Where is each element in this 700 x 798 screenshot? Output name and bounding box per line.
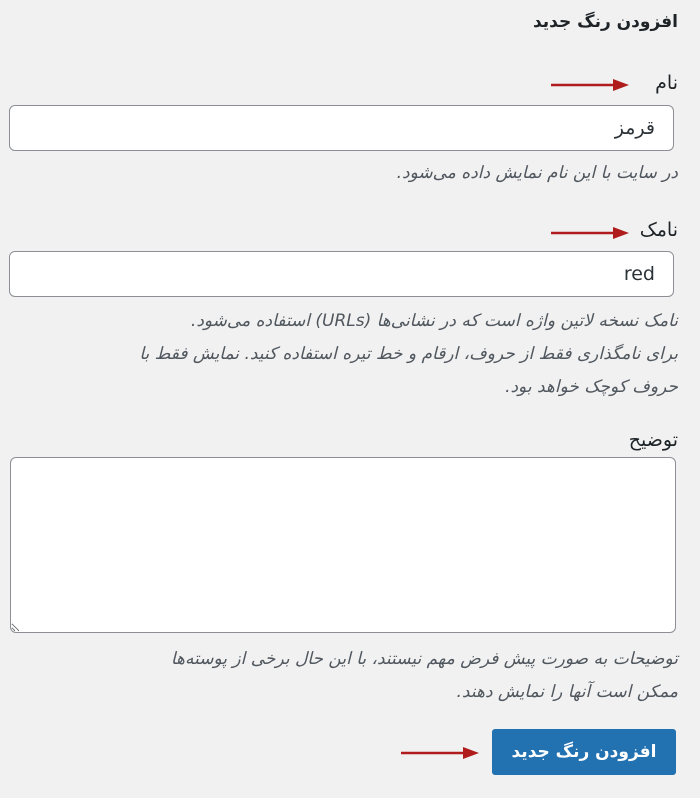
slug-description: [139, 305, 678, 404]
description-help-line: توضیحات به صورت پیش فرض مهم نیستند، با این حال برخی از پوسته‌ها: [170, 649, 678, 669]
slug-label: نامک: [639, 219, 678, 241]
description-help-line: ممکن است آنها را نمایش دهند.: [456, 682, 678, 702]
arrow-right-icon: [401, 746, 479, 760]
slug-description-line: نامک نسخه لاتین واژه است که در نشانی‌ها (URLs) استفاده می‌شود.: [190, 311, 678, 331]
name-label: نام: [655, 72, 678, 94]
description-help: [171, 643, 678, 709]
name-input[interactable]: [9, 105, 674, 151]
description-textarea[interactable]: [10, 457, 676, 633]
arrow-right-icon: [551, 226, 629, 240]
form-heading: افزودن رنگ جدید: [532, 12, 678, 32]
slug-description-line: برای نامگذاری فقط از حروف، ارقام و خط تیره استفاده کنید. نمایش فقط با: [139, 344, 678, 364]
slug-input[interactable]: [9, 251, 674, 297]
slug-description-line: حروف کوچک خواهد بود.: [505, 377, 678, 397]
arrow-right-icon: [551, 78, 629, 92]
add-new-color-button[interactable]: افزودن رنگ جدید: [492, 729, 676, 775]
description-label: توضیح: [628, 429, 678, 451]
name-description: در سایت با این نام نمایش داده می‌شود.: [396, 163, 678, 183]
